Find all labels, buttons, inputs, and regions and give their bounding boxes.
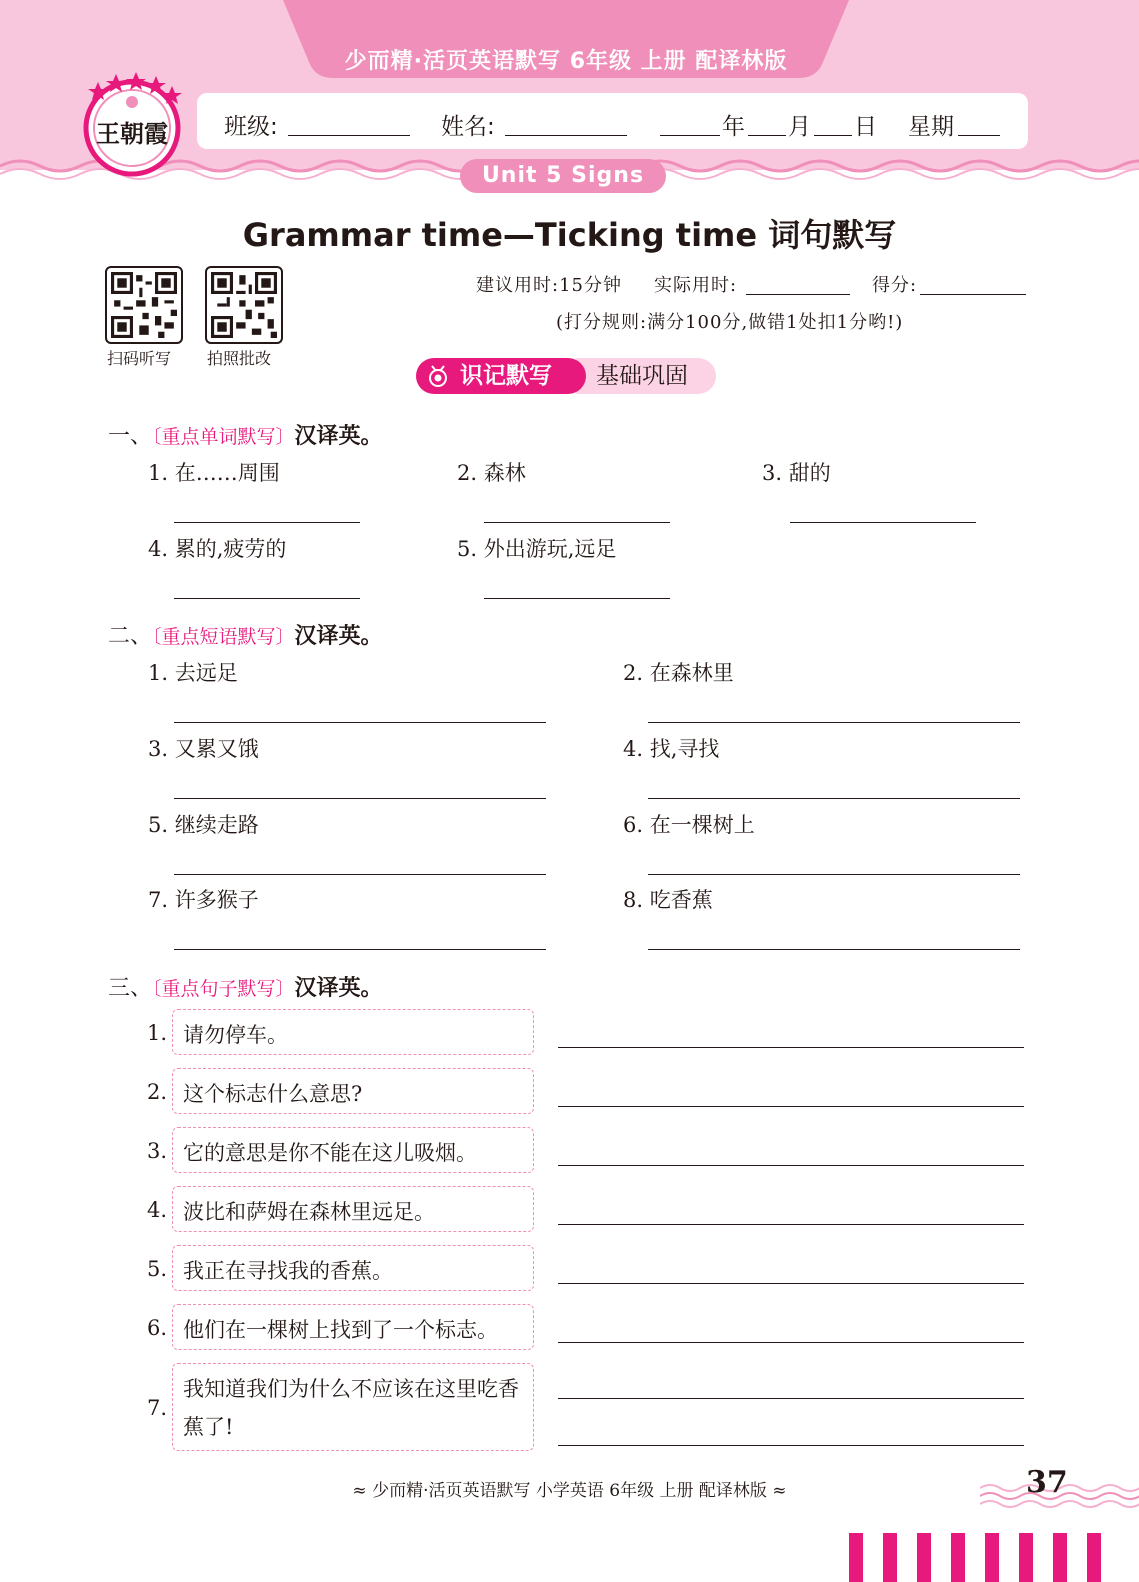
answer-line[interactable]: [484, 522, 670, 523]
answer-line[interactable]: [174, 522, 360, 523]
decorative-stripe: [985, 1533, 999, 1582]
series-title: 少而精·活页英语默写 6年级 上册 配译林版: [344, 49, 788, 74]
word-item: 2. 森林: [457, 461, 526, 485]
qr-icon: [211, 272, 277, 338]
photo-qr-code[interactable]: [205, 266, 283, 344]
sentence-number: 6.: [147, 1316, 168, 1340]
year-label: 年: [722, 114, 745, 140]
sentence-number: 4.: [147, 1198, 168, 1222]
section-2-number: 二、: [108, 624, 153, 649]
name-field[interactable]: [505, 135, 627, 136]
answer-line[interactable]: [558, 1106, 1024, 1107]
section-2-tag: 〔重点短语默写〕: [152, 626, 295, 648]
section-1-instruction: 汉译英。: [294, 424, 383, 449]
suggested-time: 建议用时:15分钟: [476, 275, 622, 296]
answer-line[interactable]: [174, 722, 546, 723]
section-2-heading: [108, 619, 383, 650]
phrase-item: 5. 继续走路: [148, 813, 259, 837]
logo-text: 王朝霞: [96, 119, 168, 148]
day-field[interactable]: [814, 135, 852, 136]
section-badge: [416, 358, 716, 394]
actual-time-field[interactable]: [746, 294, 850, 295]
sentence-prompt: 它的意思是你不能在这儿吸烟。: [172, 1127, 534, 1173]
actual-time-label: 实际用时:: [654, 275, 738, 296]
answer-line[interactable]: [558, 1224, 1024, 1225]
weekday-field[interactable]: [958, 135, 1000, 136]
answer-line[interactable]: [558, 1047, 1024, 1048]
footer-series-text: ≈ 少而精·活页英语默写 小学英语 6年级 上册 配译林版 ≈: [352, 1481, 787, 1501]
answer-line[interactable]: [648, 874, 1020, 875]
qr-icon: [111, 272, 177, 338]
score-field[interactable]: [920, 294, 1026, 295]
scan-qr-code[interactable]: [105, 266, 183, 344]
answer-line[interactable]: [174, 949, 546, 950]
phrase-item: 3. 又累又饿: [148, 737, 259, 761]
answer-line[interactable]: [558, 1398, 1024, 1399]
decorative-stripe: [1087, 1533, 1101, 1582]
section-3-number: 三、: [108, 976, 153, 1001]
phrase-item: 6. 在一棵树上: [623, 813, 755, 837]
answer-line[interactable]: [174, 598, 360, 599]
answer-line[interactable]: [558, 1283, 1024, 1284]
word-item: 5. 外出游玩,远足: [457, 537, 617, 561]
sentence-prompt: 我知道我们为什么不应该在这里吃香蕉了!: [172, 1363, 534, 1451]
scan-qr-label: 扫码听写: [107, 349, 172, 368]
phrase-item: 4. 找,寻找: [623, 737, 720, 761]
answer-line[interactable]: [558, 1165, 1024, 1166]
sentence-prompt: 请勿停车。: [172, 1009, 534, 1055]
photo-qr-label: 拍照批改: [207, 349, 272, 368]
year-field[interactable]: [660, 135, 720, 136]
word-item: 3. 甜的: [762, 461, 831, 485]
sentence-prompt: 他们在一棵树上找到了一个标志。: [172, 1304, 534, 1350]
answer-line[interactable]: [174, 798, 546, 799]
answer-line[interactable]: [648, 949, 1020, 950]
answer-line[interactable]: [790, 522, 976, 523]
answer-line[interactable]: [174, 874, 546, 875]
section-1-heading: [108, 419, 383, 450]
answer-line[interactable]: [558, 1445, 1024, 1446]
decorative-stripe: [1053, 1533, 1067, 1582]
student-info-box: [197, 93, 1028, 149]
decorative-stripe: [883, 1533, 897, 1582]
sentence-prompt: 我正在寻找我的香蕉。: [172, 1245, 534, 1291]
score-label: 得分:: [872, 275, 918, 296]
section-1-tag: 〔重点单词默写〕: [152, 426, 295, 448]
answer-line[interactable]: [648, 798, 1020, 799]
day-label: 日: [854, 114, 877, 140]
decorative-stripe: [1019, 1533, 1033, 1582]
class-field[interactable]: [288, 135, 410, 136]
answer-line[interactable]: [558, 1342, 1024, 1343]
section-3-tag: 〔重点句子默写〕: [152, 978, 295, 1000]
section-1-number: 一、: [108, 424, 153, 449]
decorative-stripe: [917, 1533, 931, 1582]
decorative-stripe: [849, 1533, 863, 1582]
word-item: 4. 累的,疲劳的: [148, 537, 287, 561]
sentence-number: 7.: [147, 1396, 168, 1420]
sentence-number: 1.: [147, 1021, 168, 1045]
class-label: 班级:: [224, 114, 278, 140]
phrase-item: 1. 去远足: [148, 661, 238, 685]
sentence-prompt: 波比和萨姆在森林里远足。: [172, 1186, 534, 1232]
medal-icon: [426, 364, 450, 388]
month-field[interactable]: [748, 135, 786, 136]
answer-line[interactable]: [484, 598, 670, 599]
name-label: 姓名:: [441, 114, 495, 140]
section-2-instruction: 汉译英。: [294, 624, 383, 649]
word-item: 1. 在……周围: [148, 461, 280, 485]
unit-badge: Unit 5 Signs: [460, 159, 666, 193]
sentence-prompt: 这个标志什么意思?: [172, 1068, 534, 1114]
sentence-number: 5.: [147, 1257, 168, 1281]
badge-left-label: 识记默写: [416, 358, 586, 394]
phrase-item: 7. 许多猴子: [148, 888, 259, 912]
answer-line[interactable]: [648, 722, 1020, 723]
section-3-heading: [108, 971, 383, 1002]
page-title: Grammar time—Ticking time 词句默写: [242, 216, 897, 254]
scoring-rule: (打分规则:满分100分,做错1处扣1分哟!): [556, 312, 904, 333]
section-3-instruction: 汉译英。: [294, 976, 383, 1001]
phrase-item: 2. 在森林里: [623, 661, 734, 685]
weekday-label: 星期: [908, 114, 954, 140]
month-label: 月: [788, 114, 811, 140]
sentence-number: 2.: [147, 1080, 168, 1104]
badge-right-label: 基础巩固: [576, 358, 716, 394]
phrase-item: 8. 吃香蕉: [623, 888, 713, 912]
sentence-number: 3.: [147, 1139, 168, 1163]
page-number: 37: [1026, 1465, 1068, 1500]
decorative-stripe: [951, 1533, 965, 1582]
